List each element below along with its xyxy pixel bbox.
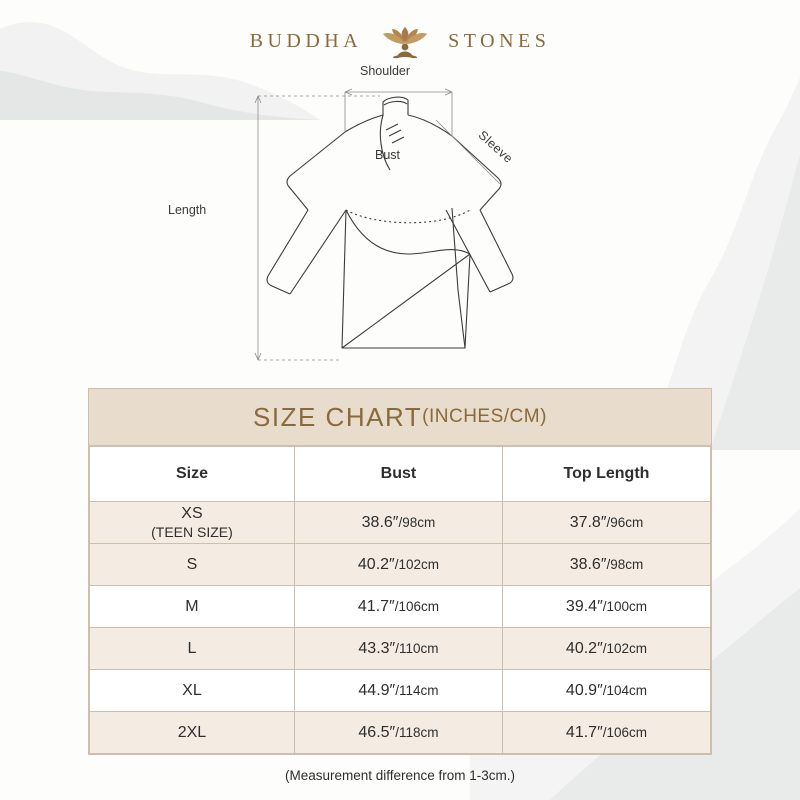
cell-top-length: [502, 712, 710, 754]
garment-technical-drawing: [140, 58, 570, 378]
table-row: [90, 670, 711, 712]
garment-diagram: [140, 58, 570, 378]
cell-length-inches: 40.2″: [565, 639, 603, 657]
cell-bust-inches: 46.5″: [358, 723, 396, 741]
label-sleeve: Sleeve: [475, 128, 516, 166]
cell-size: 2XL: [90, 712, 295, 754]
cell-bust: [294, 502, 502, 544]
cell-bust-cm: /102cm: [394, 556, 439, 572]
cell-length-inches: 38.6″: [569, 555, 607, 573]
cell-bust: [294, 544, 502, 586]
cell-length-cm: /106cm: [602, 724, 648, 740]
cell-length-cm: /98cm: [606, 556, 644, 572]
cell-size: XL: [90, 670, 295, 712]
cell-size: [90, 502, 295, 544]
cell-bust-inches: 41.7″: [357, 597, 395, 615]
cell-bust: [294, 670, 502, 712]
cell-top-length: [502, 544, 710, 586]
cell-length-cm: /100cm: [602, 598, 648, 614]
cell-length-inches: 41.7″: [565, 723, 603, 741]
table-row: [90, 502, 711, 544]
table-row: [90, 544, 711, 586]
table-row: [90, 712, 711, 754]
cell-top-length: [502, 628, 710, 670]
size-chart-title-units: (INCHES/CM): [422, 406, 547, 427]
cell-bust: [294, 712, 502, 754]
cell-size-sub: (TEEN SIZE): [151, 523, 233, 540]
size-chart-title-main: SIZE CHART: [253, 401, 423, 432]
cell-length-cm: /96cm: [606, 514, 644, 530]
cell-size: M: [90, 586, 295, 628]
size-chart-table-container: [88, 388, 712, 755]
measurement-note: (Measurement difference from 1-3cm.): [284, 768, 516, 783]
cell-bust-inches: 44.9″: [358, 681, 396, 699]
cell-size: L: [90, 628, 295, 670]
cell-bust-inches: 38.6″: [361, 513, 399, 531]
cell-length-cm: /104cm: [602, 682, 648, 698]
cell-length-inches: 37.8″: [569, 513, 607, 531]
column-header-bust: Bust: [294, 447, 502, 502]
cell-top-length: [502, 586, 710, 628]
cell-bust-inches: 43.3″: [358, 639, 396, 657]
table-header-row: [90, 447, 711, 502]
size-chart-title: [89, 389, 711, 446]
cell-bust-cm: /114cm: [395, 682, 439, 698]
cell-bust-cm: /110cm: [395, 640, 439, 656]
cell-length-cm: /102cm: [602, 640, 648, 656]
brand-word-left: BUDDHA: [249, 29, 363, 52]
cell-bust-cm: /98cm: [398, 514, 436, 530]
cell-size-value: XS: [181, 505, 203, 523]
label-length: Length: [168, 203, 207, 217]
cell-size: S: [90, 544, 295, 586]
label-shoulder: Shoulder: [360, 64, 411, 78]
cell-bust-inches: 40.2″: [357, 555, 395, 573]
size-table: [89, 446, 711, 754]
cell-bust-cm: /106cm: [394, 598, 439, 614]
cell-top-length: [502, 502, 710, 544]
column-header-size: Size: [90, 447, 295, 502]
cell-length-inches: 40.9″: [565, 681, 603, 699]
column-header-top-length: Top Length: [502, 447, 710, 502]
cell-bust: [294, 628, 502, 670]
table-row: [90, 586, 711, 628]
table-row: [90, 628, 711, 670]
cell-top-length: [502, 670, 710, 712]
cell-length-inches: 39.4″: [565, 597, 603, 615]
cell-bust-cm: /118cm: [395, 724, 439, 740]
brand-word-right: STONES: [448, 29, 551, 52]
label-bust: Bust: [375, 148, 401, 162]
cell-bust: [294, 586, 502, 628]
